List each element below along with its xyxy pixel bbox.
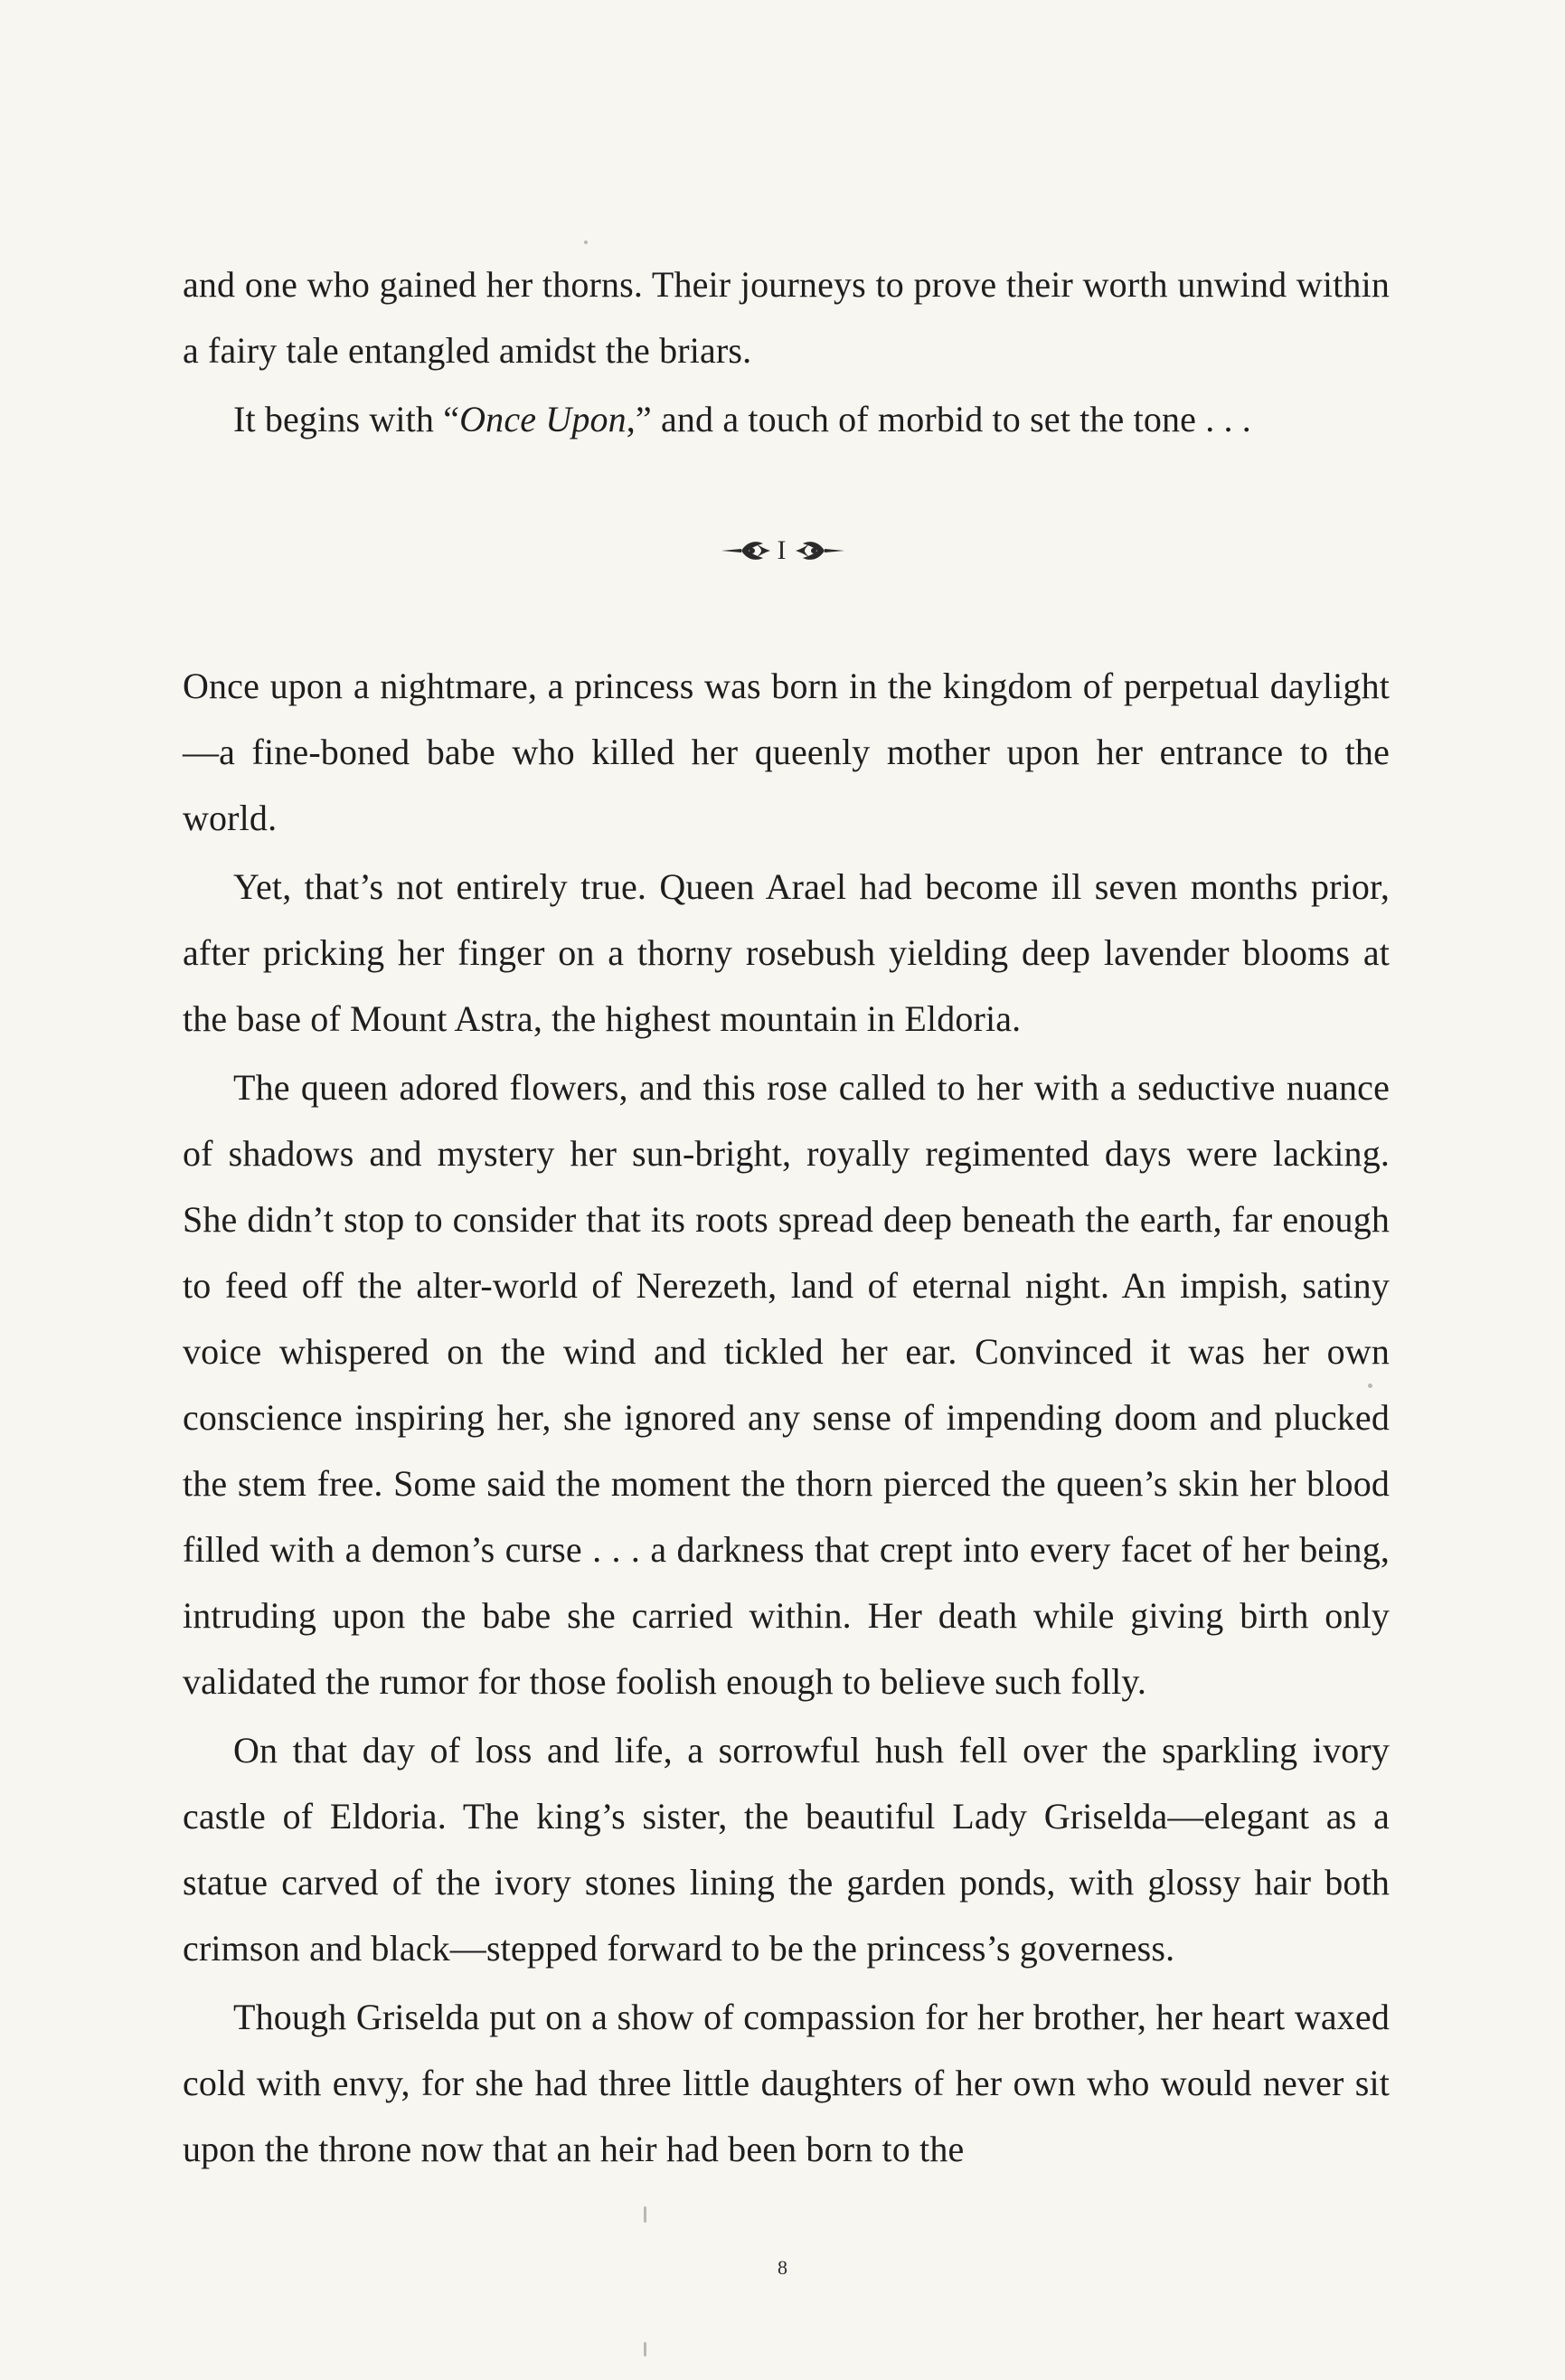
paper-speck [644,2342,646,2356]
intro-paragraph-1: and one who gained her thorns. Their journeys to prove their worth unwind within a fairy tale entangled amidst the briars. [183,264,1390,371]
section-number: I [777,535,788,565]
page-number: 8 [778,2256,787,2279]
paper-speck [644,2206,646,2223]
chapter-text [183,653,1390,2182]
paper-speck [1368,1384,1372,1388]
intro-text [183,251,1390,452]
intro-paragraph-2: It begins with “Once Upon,” and a touch of morbid to set the tone . . . [233,399,1251,439]
section-break [0,527,1565,574]
floral-ornament-right-icon [794,538,846,563]
floral-ornament-left-icon [720,538,772,563]
chapter-paragraph-2: Yet, that’s not entirely true. Queen Arael had become ill seven months prior, after pricking her finger on a thorny rosebush yielding deep lavender blooms at the base of Mount Astra, the highest mountain in Eldoria. [183,866,1390,1039]
chapter-paragraph-4: On that day of loss and life, a sorrowful hush fell over the sparkling ivory castle of Eldoria. The king’s sister, the beautiful Lady Griselda—elegant as a statue carved of the ivory stones lining the garden ponds, with glossy hair both crimson and black—stepped forward to be the princess’s governess. [183,1730,1390,1969]
chapter-paragraph-5: Though Griselda put on a show of compassion for her brother, her heart waxed cold with envy, for she had three little daughters of her own who would never sit upon the throne now that an heir had been born to the [183,1997,1390,2169]
chapter-paragraph-3: The queen adored flowers, and this rose called to her with a seductive nuance of shadows and mystery her sun-bright, royally regimented days were lacking. She didn’t stop to consider that its roots spread deep beneath the earth, far enough to feed off the alter-world of Nerezeth, land of eternal night. An impish, satiny voice whispered on the wind and tickled her ear. Convinced it was her own conscience inspiring her, she ignored any sense of impending doom and plucked the stem free. Some said the moment the thorn pierced the queen’s skin her blood filled with a demon’s curse . . . a darkness that crept into every facet of her being, intruding upon the babe she carried within. Her death while giving birth only validated the rumor for those foolish enough to believe such folly. [183,1067,1390,1702]
paper-speck [584,241,588,244]
chapter-paragraph-1: Once upon a nightmare, a princess was born in the kingdom of perpetual daylight—a fine-boned babe who killed her queenly mother upon her entrance to the world. [183,666,1390,838]
